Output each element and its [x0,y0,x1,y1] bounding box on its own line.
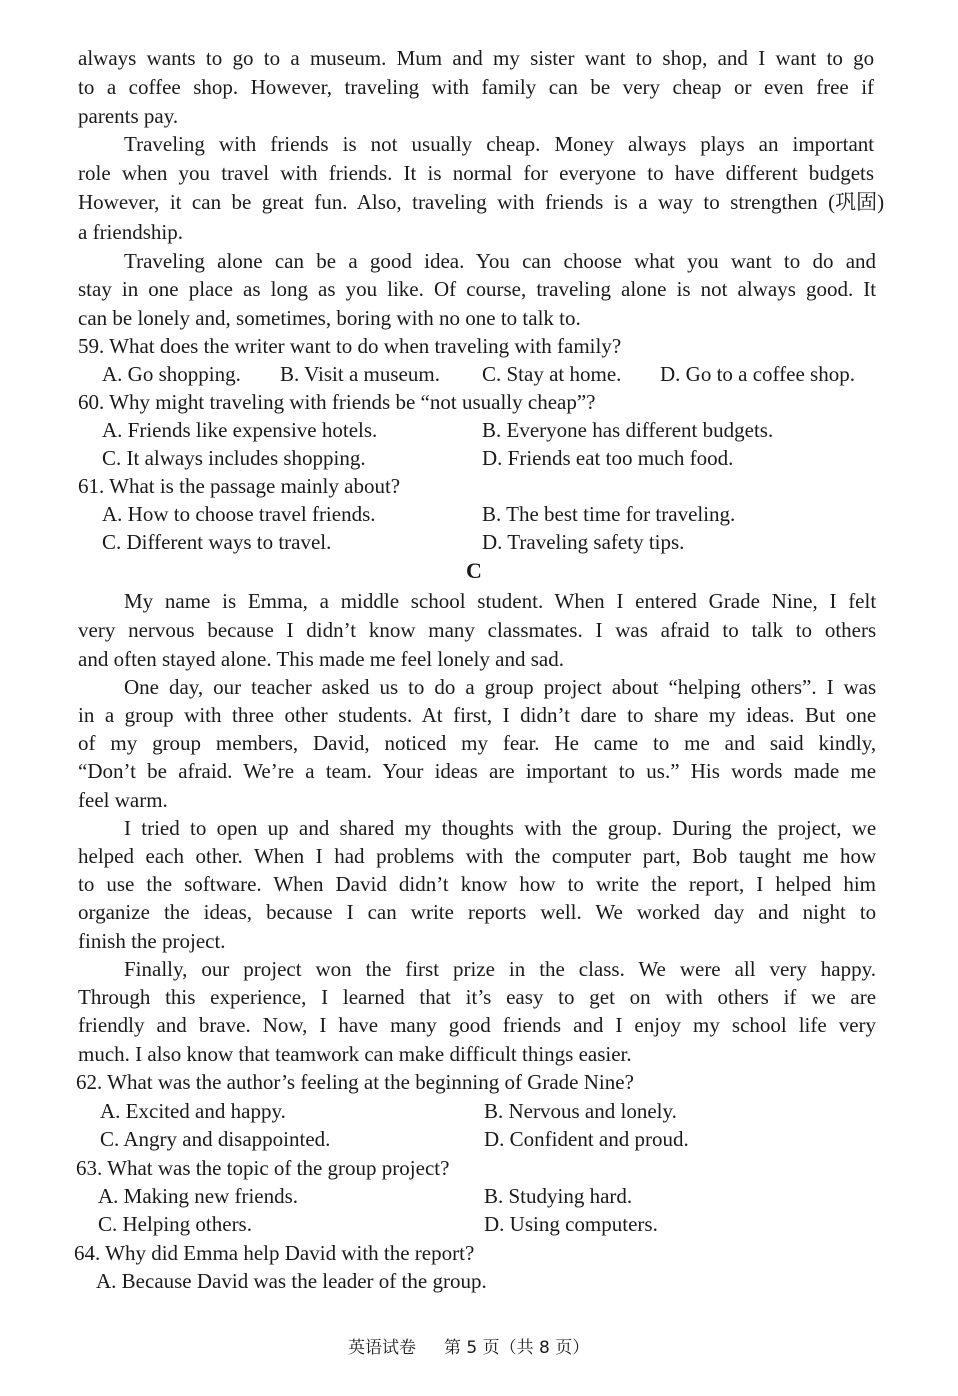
passage-c-line-3: and often stayed alone. This made me feel lonely and sad. [78,647,564,671]
section-c-title: C [466,558,482,583]
question-62-stem: 62. What was the author’s feeling at the beginning of Grade Nine? [76,1070,634,1094]
passage-c-line-16: friendly and brave. Now, I have many good friends and I enjoy my school life very [78,1013,877,1037]
question-61-option-d: D. Traveling safety tips. [482,530,685,554]
passage-b-line-8: Traveling alone can be a good idea. You can choose what you want to do and [124,249,877,273]
question-64-stem: 64. Why did Emma help David with the report? [74,1241,475,1265]
question-63-stem: 63. What was the topic of the group project? [76,1156,450,1180]
passage-c-line-15: Through this experience, I learned that it’s easy to get on with others if we are [78,985,877,1009]
question-59-option-b: B. Visit a museum. [280,362,440,386]
passage-c-line-13: finish the project. [78,929,226,953]
passage-b-line-2: to a coffee shop. However, traveling with family can be very cheap or even free if [78,75,875,99]
passage-c-line-14: Finally, our project won the first prize in the class. We were all very happy. [124,957,876,981]
passage-c-line-11: to use the software. When David didn’t know how to write the report, I helped him [78,872,876,896]
footer-subject: 英语试卷 [348,1338,416,1358]
passage-b-line-1: always wants to go to a museum. Mum and my sister want to shop, and I want to go [78,46,875,70]
question-60-stem: 60. Why might traveling with friends be “not usually cheap”? [78,390,596,414]
question-63-option-a: A. Making new friends. [98,1184,299,1208]
passage-b-line-4: Traveling with friends is not usually cheap. Money always plays an important [124,132,875,156]
question-62-option-a: A. Excited and happy. [100,1099,286,1123]
passage-c-line-9: I tried to open up and shared my thoughts with the group. During the project, we [124,816,877,840]
passage-b-line-9: stay in one place as long as you like. Of course, traveling alone is not always good. It [78,277,877,301]
passage-c-line-8: feel warm. [78,788,168,812]
question-60-option-d: D. Friends eat too much food. [482,446,734,470]
question-63-option-d: D. Using computers. [484,1212,658,1236]
passage-c-line-1: My name is Emma, a middle school student. When I entered Grade Nine, I felt [124,589,877,613]
question-61-option-b: B. The best time for traveling. [482,502,736,526]
passage-c-line-10: helped each other. When I had problems with the computer part, Bob taught me how [78,844,877,868]
passage-c-line-17: much. I also know that teamwork can make difficult things easier. [78,1042,632,1066]
question-60-option-b: B. Everyone has different budgets. [482,418,774,442]
passage-b-line-10: can be lonely and, sometimes, boring with no one to talk to. [78,306,581,330]
question-63-option-b: B. Studying hard. [484,1184,633,1208]
passage-b-line-6: However, it can be great fun. Also, traveling with friends is a way to strengthen (巩固) [78,190,885,214]
question-61-stem: 61. What is the passage mainly about? [78,474,401,498]
question-62-option-b: B. Nervous and lonely. [484,1099,677,1123]
question-61-option-c: C. Different ways to travel. [102,530,332,554]
question-62-option-c: C. Angry and disappointed. [100,1127,331,1151]
question-59-option-a: A. Go shopping. [102,362,241,386]
passage-c-line-7: “Don’t be afraid. We’re a team. Your ideas are important to us.” His words made me [78,759,877,783]
passage-c-line-5: in a group with three other students. At first, I didn’t dare to share my ideas. But one [78,703,877,727]
question-59-option-c: C. Stay at home. [482,362,622,386]
footer-page-number: 第 5 页（共 8 页） [444,1338,590,1358]
question-62-option-d: D. Confident and proud. [484,1127,689,1151]
question-64-option-a: A. Because David was the leader of the group. [96,1269,487,1293]
passage-c-line-2: very nervous because I didn’t know many classmates. I was afraid to talk to others [78,618,877,642]
passage-b-line-5: role when you travel with friends. It is normal for everyone to have different budgets [78,161,875,185]
passage-c-line-6: of my group members, David, noticed my fear. He came to me and said kindly, [78,731,877,755]
passage-c-line-4: One day, our teacher asked us to do a group project about “helping others”. I was [124,675,877,699]
question-59-option-d: D. Go to a coffee shop. [660,362,855,386]
question-59-stem: 59. What does the writer want to do when traveling with family? [78,334,622,358]
question-61-option-a: A. How to choose travel friends. [102,502,376,526]
passage-c-line-12: organize the ideas, because I can write reports well. We worked day and night to [78,900,877,924]
question-60-option-a: A. Friends like expensive hotels. [102,418,378,442]
question-63-option-c: C. Helping others. [98,1212,252,1236]
question-60-option-c: C. It always includes shopping. [102,446,366,470]
passage-b-line-7: a friendship. [78,220,183,244]
passage-b-line-3: parents pay. [78,104,179,128]
